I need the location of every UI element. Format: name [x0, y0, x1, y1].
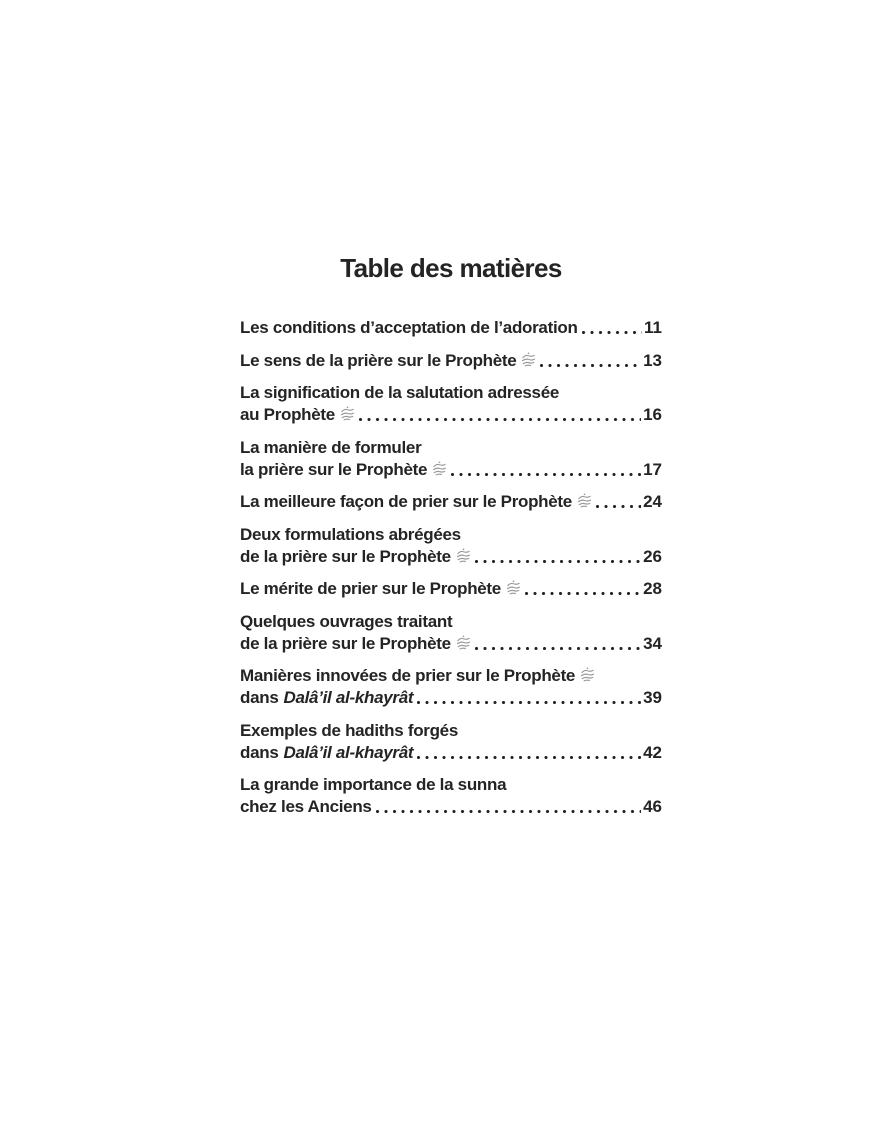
toc-entry-line [240, 524, 662, 546]
saws-ligature-icon [521, 352, 536, 367]
toc-entry-line [240, 633, 662, 655]
toc-page-number: 11 [644, 318, 662, 337]
toc-entry-text: la prière sur le Prophète [240, 459, 428, 479]
toc-page-number: 28 [643, 579, 662, 598]
toc-entry-line [240, 317, 662, 339]
toc-entry-line [240, 546, 662, 568]
toc-entry-line [240, 611, 662, 633]
toc-entry-text: de la prière sur le Prophète [240, 633, 451, 653]
toc-page-number: 34 [643, 633, 662, 653]
toc-entry-line [240, 774, 662, 796]
dot-leader [540, 364, 641, 367]
dot-leader [475, 560, 641, 563]
saws-ligature-icon [456, 548, 471, 563]
toc-entry [240, 317, 662, 339]
toc-entry [240, 720, 662, 764]
toc-entry-text: Le mérite de prier sur le Prophète [240, 579, 501, 598]
toc-entry [240, 437, 662, 481]
saws-ligature-icon [340, 406, 355, 421]
toc-entry-line [240, 687, 662, 709]
toc-entry-text: Exemples de hadiths forgés [240, 720, 458, 740]
toc-entry-text: La signification de la salutation adressée [240, 383, 560, 402]
toc-entry-line [240, 578, 662, 600]
toc-entry-text: Deux formulations abrégées [240, 524, 461, 544]
toc-entry-text: Quelques ouvrages traitant [240, 611, 453, 631]
toc-entry-line [240, 459, 662, 481]
toc-list [240, 317, 662, 829]
toc-entry-text: La meilleure façon de prier sur le Prophète [240, 492, 572, 511]
dot-leader [417, 701, 641, 704]
toc-entry [240, 491, 662, 513]
toc-page-number: 46 [643, 797, 662, 816]
toc-entry-text: chez les Anciens [240, 797, 372, 816]
toc-entry-text-italic: Dalâ’il al-khayrât [283, 742, 414, 762]
toc-page-number: 13 [643, 350, 662, 370]
toc-entry-text: La manière de formuler [240, 437, 422, 457]
saws-ligature-icon [456, 635, 471, 650]
toc-entry-text-italic: Dalâ’il al-khayrât [283, 688, 414, 707]
dot-leader [525, 592, 641, 595]
toc-entry [240, 665, 662, 709]
toc-entry-line [240, 720, 662, 742]
toc-page-number: 16 [643, 405, 662, 424]
toc-entry-line [240, 404, 662, 426]
dot-leader [359, 418, 641, 421]
toc-entry-text: dans [240, 742, 279, 762]
dot-leader [475, 647, 641, 650]
toc-entry-text: La grande importance de la sunna [240, 775, 507, 794]
toc-entry [240, 524, 662, 568]
dot-leader [596, 505, 641, 508]
toc-entry-text: dans [240, 688, 279, 707]
toc-page-number: 17 [643, 459, 662, 479]
dot-leader [451, 473, 641, 476]
page-title: Table des matières [340, 253, 562, 283]
toc-entry-line [240, 382, 662, 404]
toc-entry-text: Le sens de la prière sur le Prophète [240, 350, 517, 370]
toc-entry [240, 350, 662, 372]
toc-entry-text: Les conditions d’acceptation de l’adoration [240, 318, 578, 337]
toc-page-number: 39 [643, 688, 662, 707]
dot-leader [582, 331, 642, 334]
dot-leader [376, 810, 642, 813]
dot-leader [417, 756, 641, 759]
toc-entry [240, 578, 662, 600]
saws-ligature-icon [577, 493, 592, 508]
toc-entry [240, 774, 662, 818]
toc-entry [240, 611, 662, 655]
toc-page-number: 24 [643, 492, 662, 511]
toc-page-number: 42 [643, 742, 662, 762]
toc-entry-line [240, 742, 662, 764]
toc-entry-line [240, 437, 662, 459]
toc-entry-line [240, 665, 662, 687]
toc-entry-line [240, 350, 662, 372]
saws-ligature-icon [580, 667, 595, 682]
toc-entry [240, 382, 662, 426]
toc-entry-text: Manières innovées de prier sur le Prophète [240, 666, 576, 685]
toc-page-number: 26 [643, 546, 662, 566]
saws-ligature-icon [506, 580, 521, 595]
toc-entry-text: au Prophète [240, 405, 335, 424]
toc-entry-line [240, 796, 662, 818]
saws-ligature-icon [432, 461, 447, 476]
toc-entry-line [240, 491, 662, 513]
toc-entry-text: de la prière sur le Prophète [240, 546, 451, 566]
